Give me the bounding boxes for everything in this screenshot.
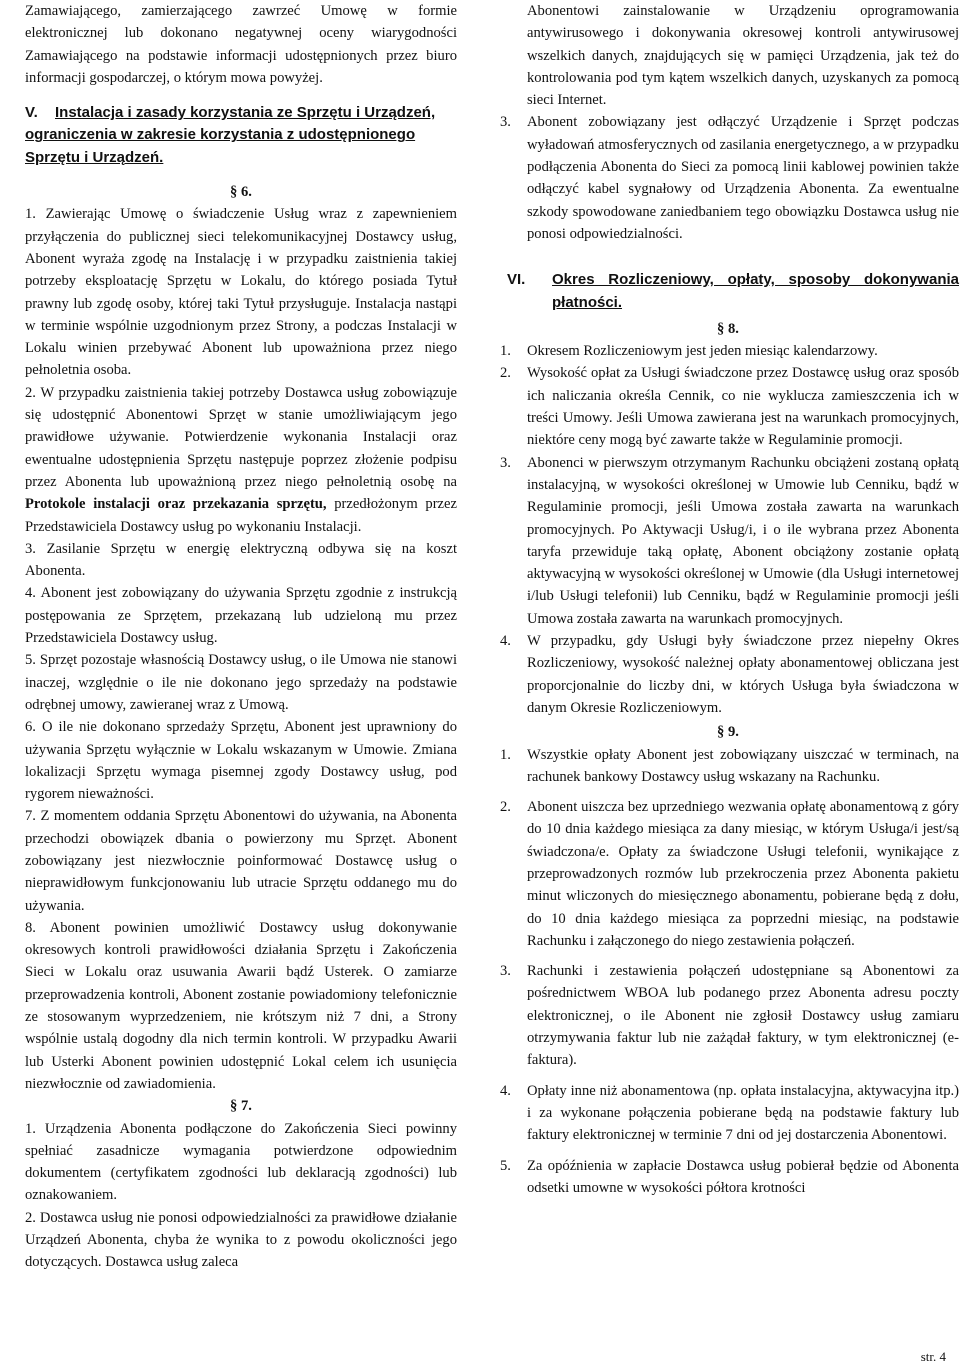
item-number: 4. bbox=[25, 585, 41, 602]
list-item bbox=[25, 382, 457, 538]
item-text: Za opóźnienia w zapłacie Dostawca usług pobierał będzie od Abonenta odsetki umowne w wysokości półtora krotności bbox=[527, 1157, 959, 1196]
item-text: Dostawca usług nie ponosi odpowiedzialności za prawidłowe działanie Urządzeń Abonenta, chyba że wynika to z powodu okoliczności jego dotyczących. Dostawca usług zaleca bbox=[25, 1209, 457, 1271]
list-item bbox=[25, 582, 457, 649]
paragraph-8-list bbox=[497, 340, 959, 719]
paragraph-9-heading: § 9. bbox=[717, 724, 739, 741]
paragraph-8-heading: § 8. bbox=[717, 320, 739, 337]
item-text: O ile nie dokonano sprzedaży Sprzętu, Abonent jest uprawniony do używania Sprzętu wyłącznie w Lokalu wskazanym w Umowie. Zmiana lokalizacji Sprzętu wymaga pisemnej zgody Dostawcy usług, pod rygorem nieważności. bbox=[25, 719, 457, 803]
item-text: Z momentem oddania Sprzętu Abonentowi do używania, na Abonenta przechodzi obowiązek dbania o powierzony mu Sprzęt. Abonent zobowiązany jest niezwłocznie poinformować Dostawcę usług o nieprawidłowym funkcjonowaniu lub utracie Sprzętu oddanego mu do używania. bbox=[25, 808, 458, 914]
section-v-heading bbox=[25, 102, 457, 169]
item-number: 4. bbox=[500, 1082, 511, 1099]
list-item bbox=[25, 649, 457, 716]
paragraph-7-list bbox=[25, 1118, 457, 1274]
continuation-paragraph: Abonentowi zainstalowanie w Urządzeniu oprogramowania antywirusowego i dokonywania okresowej kontroli antywirusowej wszelkich danych, znajdujących się w pamięci Urządzenia, jak też do kontrolowania pod tym kątem wszelkich danych, uzyskanych za pomocą sieci Internet. bbox=[527, 3, 959, 109]
item-number: 6. bbox=[25, 719, 42, 736]
section-vi-heading bbox=[497, 269, 959, 314]
list-item bbox=[497, 1080, 959, 1147]
list-item bbox=[25, 716, 457, 805]
section-v-title: Instalacja i zasady korzystania ze Sprzętu i Urządzeń, ograniczenia w zakresie korzystania z udostępnionego Sprzętu i Urządzeń. bbox=[25, 104, 436, 166]
page-number: str. 4 bbox=[920, 1349, 946, 1364]
item-number: 5. bbox=[25, 652, 40, 669]
list-item bbox=[497, 362, 959, 451]
list-item bbox=[25, 917, 457, 1095]
intro-paragraph: Zamawiającego, zamierzającego zawrzeć Umowę w formie elektronicznej lub dokonano negatywnej oceny wiarygodności Zamawiającego na podstawie informacji udostępnionych przez biuro informacji gospodarczej, o którym mowa powyżej. bbox=[25, 3, 457, 86]
list-item bbox=[497, 452, 959, 630]
right-column bbox=[497, 0, 959, 1199]
list-item bbox=[25, 538, 457, 583]
list-item bbox=[497, 796, 959, 952]
paragraph-9-list bbox=[497, 744, 959, 1200]
section-vi-number: VI. bbox=[507, 271, 526, 289]
item-number: 3. bbox=[500, 454, 511, 471]
list-item bbox=[25, 203, 457, 381]
item-number: 3. bbox=[25, 540, 47, 557]
item-number: 4. bbox=[500, 633, 511, 650]
item-text: W przypadku, gdy Usługi były świadczone przez niepełny Okres Rozliczeniowy, wysokość należnej opłaty abonamentowej obliczana jest proporcjonalnie do liczby dni, w których Usługa była świadczona w danym Okresie Rozliczeniowym. bbox=[527, 633, 959, 716]
item-number: 2. bbox=[25, 1209, 40, 1226]
list-item bbox=[25, 805, 457, 916]
item-number: 1. bbox=[500, 343, 511, 360]
paragraph-7-heading: § 7. bbox=[230, 1098, 252, 1115]
list-item bbox=[497, 960, 959, 1071]
item-text: W przypadku zaistnienia takiej potrzeby Dostawca usług zobowiązuje się udostępnić Abonentowi Sprzęt w stanie umożliwiającym jego prawidłowe używanie. Potwierdzenie wykonania Instalacji oraz ewentualne udostępnienia Sprzętu następuje poprzez złożenie podpisu przez Abonenta lub upoważnioną przez niego pełnoletnią osobę na bbox=[25, 384, 457, 490]
paragraph-6-list bbox=[25, 203, 457, 1095]
item-number: 1. bbox=[25, 206, 46, 223]
item-text: Okresem Rozliczeniowym jest jeden miesiąc kalendarzowy. bbox=[527, 343, 878, 360]
list-item bbox=[497, 744, 959, 789]
item-number: 1. bbox=[25, 1120, 45, 1137]
item-text: Wysokość opłat za Usługi świadczone przez Dostawcę usług oraz sposób ich naliczania określa Cennik, co nie wyklucza zamieszczenia ich w treści Umowy. Jeśli Umowa zawierana jest na warunkach promocyjnych, niektóre ceny mogą być zawarte także w Regulaminie promocji. bbox=[527, 365, 959, 449]
item-text: Sprzęt pozostaje własnością Dostawcy usług, o ile Umowa nie stanowi inaczej, względnie o ile nie dokonano jego sprzedaży na podstawie odrębnej umowy, zawieranej wraz z Umową. bbox=[25, 652, 458, 713]
item-number: 3. bbox=[500, 963, 511, 980]
left-column bbox=[25, 0, 457, 1274]
item-text: Zasilanie Sprzętu w energię elektryczną odbywa się na koszt Abonenta. bbox=[25, 540, 457, 580]
item-text: Wszystkie opłaty Abonent jest zobowiązany uiszczać w terminach, na rachunek bankowy Dostawcy usług wskazany na Rachunku. bbox=[527, 746, 959, 785]
item-text: Opłaty inne niż abonamentowa (np. opłata instalacyjna, aktywacyjna itp.) i za wykonane połączenia pobierane będą na podstawie faktury lub faktury elektronicznej w terminie 7 dni od jej dostarczenia Abonentowi. bbox=[527, 1082, 959, 1144]
item-number: 2. bbox=[25, 384, 41, 401]
item-text: Abonent powinien umożliwić Dostawcy usług dokonywanie okresowych kontroli prawidłowości działania Sprzętu i Zakończenia Sieci w Lokalu oraz usuwania Awarii bądź Usterek. O zamiarze przeprowadzenia kontroli, Abonent zostanie powiadomiony telefonicznie ze stosowanym wyprzedzeniem, nie krótszym niż 7 dni, a Strony wspólnie ustalą dogodny dla nich termin kontroli. W przypadku Awarii lub Usterki Abonent powinien udostępnić Lokal celem ich usunięcia niezwłocznie od zawiadomienia. bbox=[25, 919, 457, 1092]
section-vi-title: Okres Rozliczeniowy, opłaty, sposoby dokonywania płatności. bbox=[552, 271, 959, 311]
list-item bbox=[497, 111, 959, 245]
item-text: Urządzenia Abonenta podłączone do Zakończenia Sieci powinny spełniać zasadnicze wymagania potwierdzone odpowiednim dokumentem (certyfikatem zgodności lub deklaracją zgodności) lub oznakowaniem. bbox=[25, 1120, 457, 1204]
list-item bbox=[25, 1118, 457, 1207]
paragraph-7-list-continued bbox=[497, 111, 959, 245]
item-number: 7. bbox=[25, 808, 41, 825]
paragraph-6-heading: § 6. bbox=[230, 184, 252, 201]
list-item bbox=[25, 1207, 457, 1274]
item-text: Abonent jest zobowiązany do używania Sprzętu zgodnie z instrukcją postępowania ze Sprzętem, przekazaną lub udzieloną mu przez Przedstawiciela Dostawcy usług. bbox=[25, 585, 457, 647]
item-text: Rachunki i zestawienia połączeń udostępniane są Abonentowi za pośrednictwem WBOA lub podanego przez Abonenta adresu poczty elektronicznej, o ile Abonent nie zgłosił Dostawcy usług zamiaru otrzymywania faktur lub nie zażądał faktury, w tym elektronicznej (e-faktura). bbox=[527, 963, 959, 1069]
item-text: przedłożonym przez Przedstawiciela Dostawcy usług po wykonaniu Instalacji. bbox=[25, 496, 457, 535]
item-text: Abonent zobowiązany jest odłączyć Urządzenie i Sprzęt podczas wyładowań atmosferycznych od zasilania energetycznego, a w przypadku podłączenia Abonenta do Sieci za pomocą linii kablowej powinien także odłączyć kabel sygnałowy od Urządzenia Abonenta. Za ewentualne szkody spowodowane zaniedbaniem tego obowiązku Dostawca usług nie ponosi odpowiedzialności. bbox=[527, 114, 959, 242]
section-v-number: V. bbox=[25, 104, 38, 122]
item-text: Abonent uiszcza bez uprzedniego wezwania opłatę abonamentową z góry do 10 dnia każdego miesiąca za dany miesiąc, w którym Usługa/i jest/są świadczona/e. Opłaty za świadczone Usługi telefonii, wynikające z przeprowadzonych rozmów lub przekroczenia przez Abonenta pakietu minut wliczonych do miesięcznego abonamentu, pobierane będą z dołu, do 10 dnia każdego miesiąca za poprzedni miesiąc, na podstawie Rachunku i załączonego do niego zestawienia połączeń. bbox=[527, 799, 959, 949]
item-number: 1. bbox=[500, 746, 511, 763]
list-item bbox=[497, 630, 959, 719]
list-item bbox=[497, 1155, 959, 1200]
item-text: Zawierając Umowę o świadczenie Usług wraz z zapewnieniem przyłączenia do publicznej sieci telekomunikacyjnej Dostawcy usług, Abonent wyraża zgodę na Instalację i w przypadku zaistnienia takiej potrzeby eksploatację Sprzętu w Lokalu, do którego posiada Tytuł prawny lub zgodę osoby, której taki Tytuł przysługuje. Instalacja nastąpi w terminie wspólnie uzgodnionym przez Strony, a podczas Instalacji w Lokalu winien przebywać Abonent lub upoważniona przez niego pełnoletnia osoba. bbox=[25, 206, 458, 379]
item-text-bold: Protokole instalacji oraz przekazania sprzętu, bbox=[25, 496, 327, 513]
item-text: Abonenci w pierwszym otrzymanym Rachunku obciążeni zostaną opłatą instalacyjną, w wysokości określonej w Umowie lub Cenniku, bądź w Regulaminie promocji, jeśli Umowa została zawarta na warunkach promocyjnych. Po Aktywacji Usług/i, i o ile wybrana przez Abonenta taryfa przewiduje taką opłatę, Abonent obciążony zostanie opłatą aktywacyjną w wysokości określonej w Umowie (dla Usługi internetowej i/lub Usługi telefonii) lub Cenniku, bądź w Regulaminie promocji jeśli Umowa została zawarta na warunkach promocyjnych. bbox=[527, 454, 959, 627]
list-item bbox=[497, 340, 959, 362]
item-number: 2. bbox=[500, 799, 511, 816]
item-number: 3. bbox=[500, 114, 511, 131]
item-number: 8. bbox=[25, 919, 50, 936]
item-number: 2. bbox=[500, 365, 511, 382]
item-number: 5. bbox=[500, 1157, 511, 1174]
